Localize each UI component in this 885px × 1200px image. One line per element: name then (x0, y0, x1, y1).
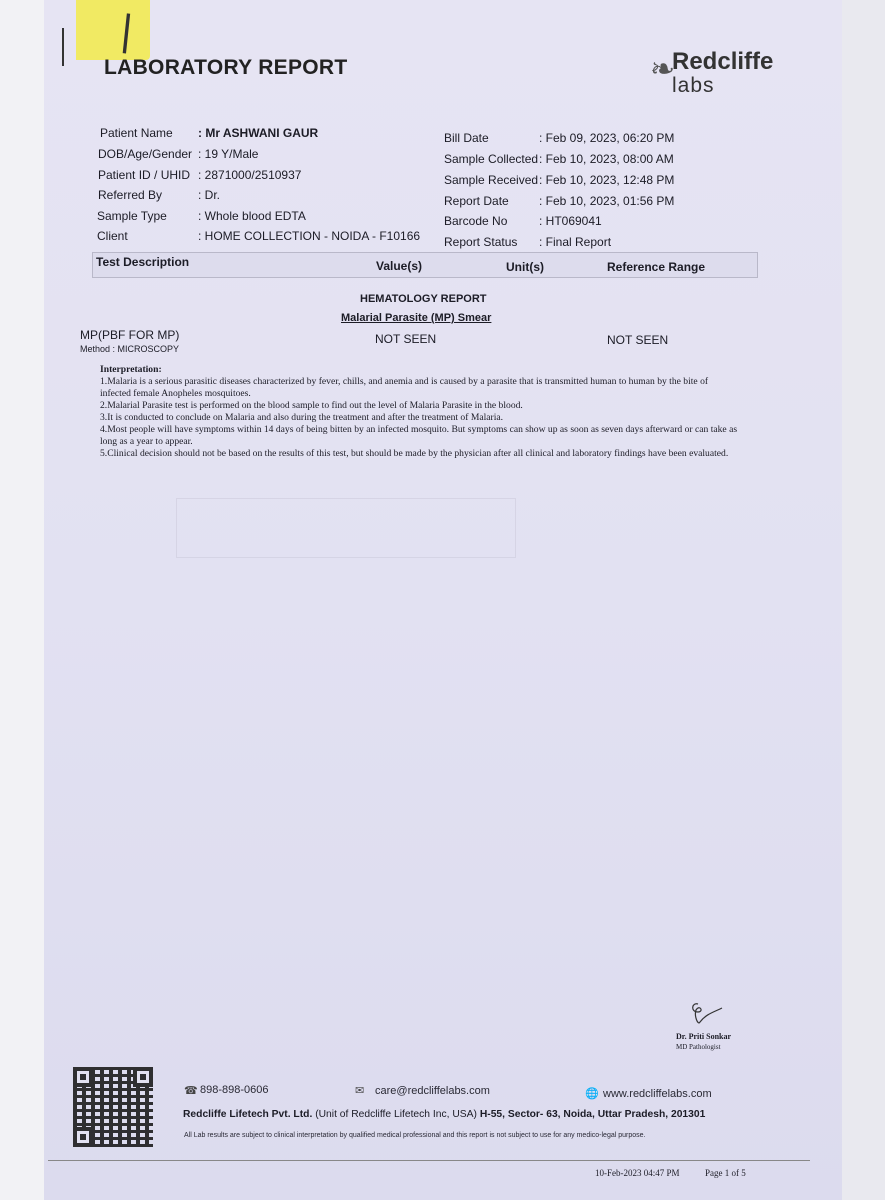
sample-received-value: : Feb 10, 2023, 12:48 PM (539, 173, 675, 187)
footer-website: www.redcliffelabs.com (603, 1088, 712, 1100)
footer-divider (48, 1160, 810, 1161)
logo-name: Redcliffe (672, 48, 774, 75)
qr-finder-bottom-left (73, 1127, 93, 1147)
bill-date-label: Bill Date (444, 131, 489, 145)
footer-company (183, 1109, 705, 1120)
patient-id-value: : 2871000/2510937 (198, 168, 302, 182)
email-icon: ✉ (355, 1085, 365, 1097)
bleed-through-shadow (176, 498, 516, 558)
sticky-note (76, 0, 150, 60)
brand-logo (648, 48, 788, 100)
doctor-signature (684, 1000, 744, 1030)
signature-name: Dr. Priti Sonkar (676, 1032, 732, 1041)
interpretation-point: 4.Most people will have symptoms within 14 days of being bitten by an infected mosquito. But symptoms can show up as soon as seven days afterward or can take as long as a year to appear. (100, 424, 738, 447)
interpretation-point: 5.Clinical decision should not be based on the results of this test, but should be made by the physician after all clinical and laboratory findings have been evaluated. (100, 448, 729, 459)
signature-title: MD Pathologist (676, 1043, 721, 1051)
company-name: Redcliffe Lifetech Pvt. Ltd. (183, 1109, 313, 1120)
result-test-name: MP(PBF FOR MP) (80, 328, 180, 342)
section-title: HEMATOLOGY REPORT (360, 293, 487, 305)
interpretation-heading: Interpretation: (100, 364, 162, 375)
footer-disclaimer: All Lab results are subject to clinical interpretation by qualified medical professional and this report is not subject to use for any medico-legal purpose. (184, 1132, 646, 1139)
sample-received-label: Sample Received (444, 173, 539, 187)
scan-left-margin (0, 0, 44, 1200)
sample-collected-value: : Feb 10, 2023, 08:00 AM (539, 152, 674, 166)
phone-icon: ☎ (184, 1085, 198, 1097)
qr-finder-top-left (73, 1067, 93, 1087)
barcode-label: Barcode No (444, 214, 508, 228)
dob-value: : 19 Y/Male (198, 147, 259, 161)
interpretation-point: 3.It is conducted to conclude on Malaria and also during the treatment and after the treatment of Malaria. (100, 412, 504, 423)
sample-collected-label: Sample Collected (444, 152, 539, 166)
barcode-value: : HT069041 (539, 214, 602, 228)
report-date-label: Report Date (444, 194, 509, 208)
client-label: Client (97, 229, 128, 243)
report-date-value: : Feb 10, 2023, 01:56 PM (539, 194, 675, 208)
result-value: NOT SEEN (375, 332, 437, 346)
interpretation-point: 1.Malaria is a serious parasitic diseases characterized by fever, chills, and anemia and is caused by a parasite that is transmitted human to human by the bite of infected female Anopheles mosquitoes. (100, 376, 709, 399)
company-address: H-55, Sector- 63, Noida, Uttar Pradesh, 201301 (479, 1109, 706, 1120)
result-reference-range: NOT SEEN (607, 333, 669, 347)
col-test-description: Test Description (96, 255, 190, 269)
qr-code (73, 1067, 153, 1147)
printed-timestamp: 10-Feb-2023 04:47 PM (595, 1168, 680, 1178)
dna-icon: ❧ (650, 53, 676, 86)
report-title: LABORATORY REPORT (104, 56, 348, 79)
patient-name-value: : Mr ASHWANI GAUR (198, 126, 319, 140)
client-value: : HOME COLLECTION - NOIDA - F10166 (198, 229, 421, 243)
patient-name-label: Patient Name (100, 126, 173, 140)
globe-icon: 🌐 (585, 1088, 599, 1100)
referred-value: : Dr. (198, 188, 221, 202)
patient-id-label: Patient ID / UHID (98, 168, 191, 182)
qr-finder-top-right (133, 1067, 153, 1087)
col-units: Unit(s) (506, 260, 544, 274)
col-reference-range: Reference Range (607, 260, 706, 274)
sticky-handwritten-mark: | (117, 7, 136, 55)
interpretation-block (100, 364, 740, 460)
footer-email: care@redcliffelabs.com (375, 1085, 490, 1097)
sample-type-label: Sample Type (97, 209, 167, 223)
scan-right-margin (842, 0, 885, 1200)
page-number: Page 1 of 5 (705, 1168, 746, 1178)
col-values: Value(s) (376, 259, 423, 273)
company-unit: (Unit of Redcliffe Lifetech Inc, USA) (315, 1109, 477, 1120)
section-subtitle: Malarial Parasite (MP) Smear (341, 312, 492, 324)
pen-mark (62, 28, 64, 66)
footer-phone: 898-898-0606 (200, 1084, 269, 1096)
sample-type-value: : Whole blood EDTA (198, 209, 306, 223)
referred-label: Referred By (98, 188, 163, 202)
result-method: Method : MICROSCOPY (80, 344, 180, 354)
logo-sub: labs (672, 74, 715, 97)
report-status-value: : Final Report (539, 235, 612, 249)
report-status-label: Report Status (444, 235, 518, 249)
dob-label: DOB/Age/Gender (98, 147, 193, 161)
bill-date-value: : Feb 09, 2023, 06:20 PM (539, 131, 675, 145)
interpretation-point: 2.Malarial Parasite test is performed on the blood sample to find out the level of Malaria Parasite in the blood. (100, 400, 523, 411)
